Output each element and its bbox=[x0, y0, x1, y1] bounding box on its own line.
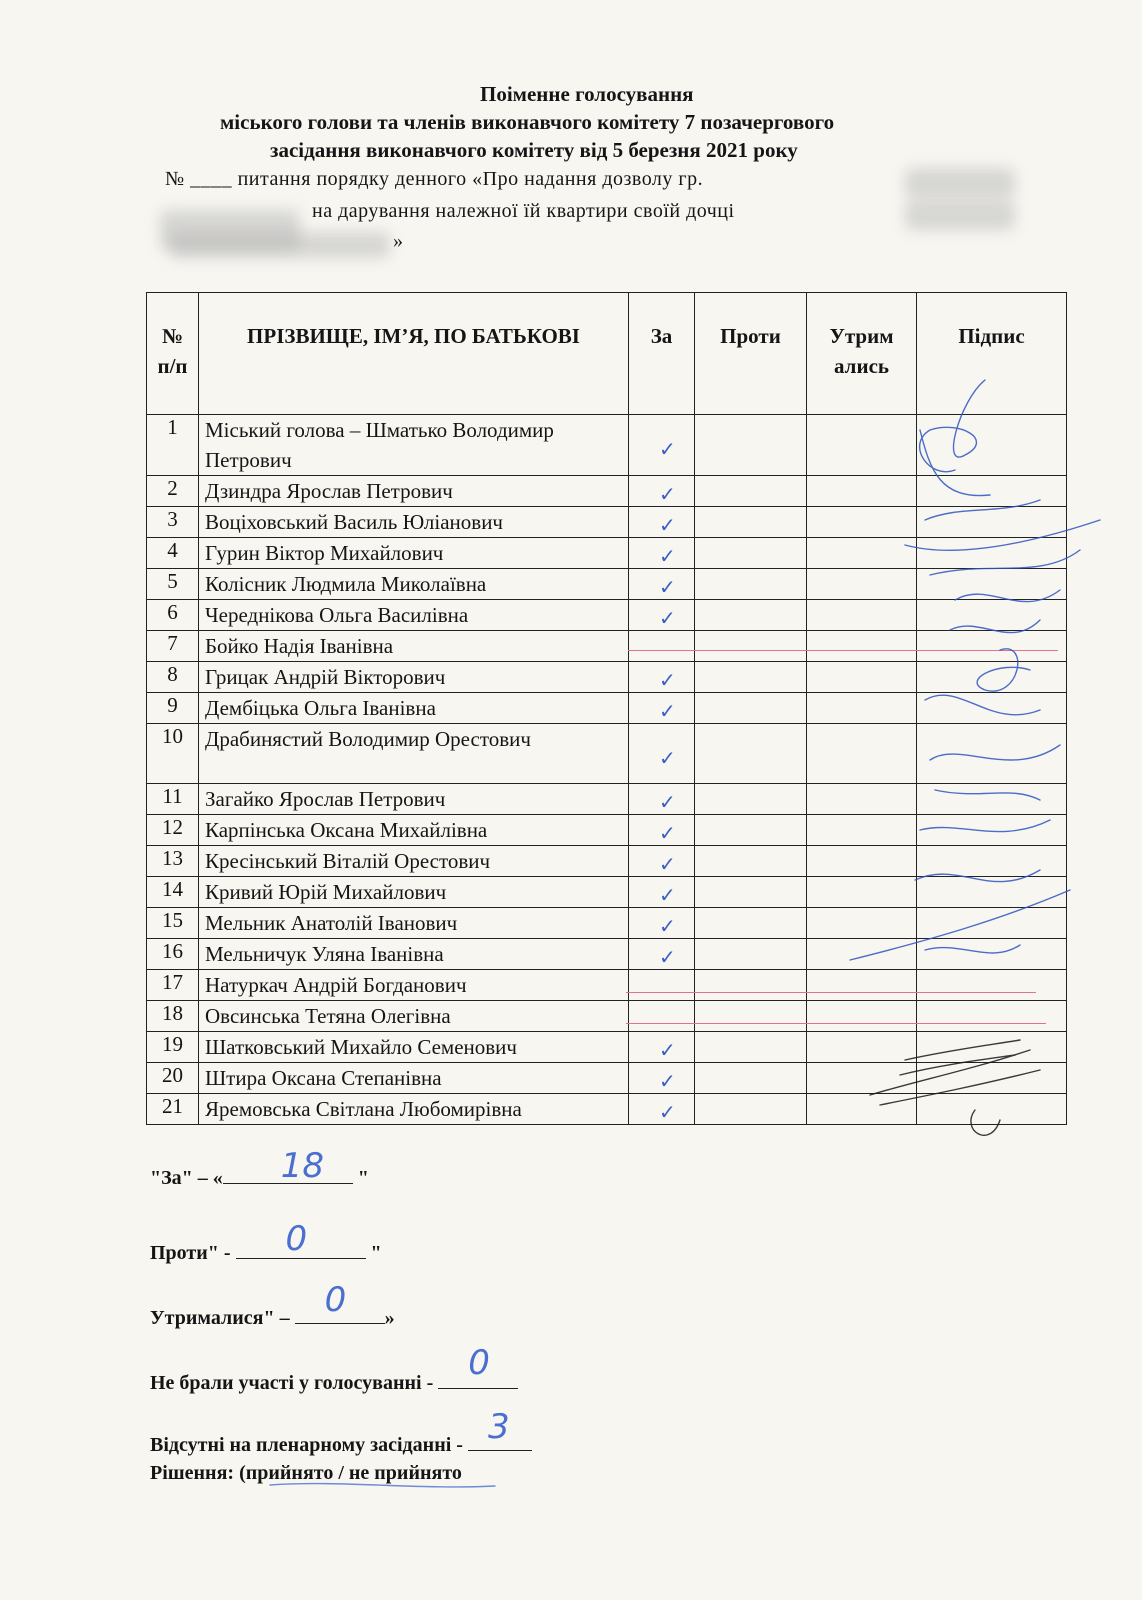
vote-utrym-cell bbox=[807, 631, 917, 662]
vote-utrym-cell bbox=[807, 784, 917, 815]
row-number: 6 bbox=[147, 600, 199, 631]
page-title: Поіменне голосування bbox=[480, 82, 694, 106]
signature-cell bbox=[917, 507, 1067, 538]
vote-za-cell bbox=[629, 970, 695, 1001]
column-header-pidpys: Підпис bbox=[917, 293, 1067, 415]
signature-cell bbox=[917, 569, 1067, 600]
member-name: Дембіцька Ольга Іванівна bbox=[199, 693, 629, 724]
column-header-name: ПРІЗВИЩЕ, ІМ’Я, ПО БАТЬКОВІ bbox=[199, 293, 629, 415]
vote-proty-cell bbox=[695, 693, 807, 724]
table-header-row bbox=[147, 293, 1067, 415]
vote-table bbox=[146, 292, 1067, 1125]
vote-utrym-cell bbox=[807, 970, 917, 1001]
vote-utrym-cell bbox=[807, 877, 917, 908]
row-number: 20 bbox=[147, 1063, 199, 1094]
vote-proty-cell bbox=[695, 815, 807, 846]
vote-proty-cell bbox=[695, 1001, 807, 1032]
member-name: Натуркач Андрій Богданович bbox=[199, 970, 629, 1001]
signature-cell bbox=[917, 970, 1067, 1001]
vote-proty-cell bbox=[695, 662, 807, 693]
redacted-name-2 bbox=[905, 200, 1015, 230]
vote-utrym-cell bbox=[807, 600, 917, 631]
vote-utrym-cell bbox=[807, 1063, 917, 1094]
row-number: 5 bbox=[147, 569, 199, 600]
row-number: 1 bbox=[147, 415, 199, 476]
page-subtitle-line-2: засідання виконавчого комітету від 5 березня 2021 року bbox=[270, 138, 798, 162]
result-za-value: 18 bbox=[280, 1146, 325, 1186]
vote-utrym-cell bbox=[807, 1001, 917, 1032]
signature-cell bbox=[917, 939, 1067, 970]
vote-utrym-cell bbox=[807, 1032, 917, 1063]
result-ne-brali-label: Не брали участі у голосуванні - bbox=[150, 1372, 434, 1394]
member-name: Дзиндра Ярослав Петрович bbox=[199, 476, 629, 507]
table-row bbox=[147, 507, 1067, 538]
table-body bbox=[147, 415, 1067, 1125]
vote-za-cell bbox=[629, 1032, 695, 1063]
vote-proty-cell bbox=[695, 724, 807, 784]
signature-cell bbox=[917, 908, 1067, 939]
row-number: 13 bbox=[147, 846, 199, 877]
checkmark-icon: ✓ bbox=[659, 437, 676, 461]
signature-cell bbox=[917, 724, 1067, 784]
vote-proty-cell bbox=[695, 970, 807, 1001]
table-row bbox=[147, 724, 1067, 784]
checkmark-icon: ✓ bbox=[659, 883, 676, 907]
vote-utrym-cell bbox=[807, 415, 917, 476]
row-number: 12 bbox=[147, 815, 199, 846]
vote-za-cell bbox=[629, 815, 695, 846]
signature-cell bbox=[917, 1094, 1067, 1125]
member-name: Міський голова – Шматько Володимир Петрович bbox=[199, 415, 629, 476]
table-row bbox=[147, 815, 1067, 846]
vote-proty-cell bbox=[695, 415, 807, 476]
result-ne-brali-value: 0 bbox=[468, 1343, 490, 1383]
checkmark-icon: ✓ bbox=[659, 1069, 676, 1093]
vote-proty-cell bbox=[695, 1094, 807, 1125]
result-za-end: " bbox=[357, 1167, 369, 1189]
checkmark-icon: ✓ bbox=[659, 544, 676, 568]
checkmark-icon: ✓ bbox=[659, 1100, 676, 1124]
result-ne-brali bbox=[150, 1343, 518, 1395]
checkmark-icon: ✓ bbox=[659, 482, 676, 506]
vote-proty-cell bbox=[695, 1032, 807, 1063]
signature-cell bbox=[917, 662, 1067, 693]
checkmark-icon: ✓ bbox=[659, 699, 676, 723]
vote-proty-cell bbox=[695, 908, 807, 939]
signature-cell bbox=[917, 784, 1067, 815]
checkmark-icon: ✓ bbox=[659, 945, 676, 969]
vote-proty-cell bbox=[695, 600, 807, 631]
result-vidsutni-label: Відсутні на пленарному засіданні - bbox=[150, 1434, 463, 1456]
signature-cell bbox=[917, 1001, 1067, 1032]
table-row bbox=[147, 662, 1067, 693]
vote-proty-cell bbox=[695, 784, 807, 815]
vote-za-cell bbox=[629, 631, 695, 662]
member-name: Воціховський Василь Юліанович bbox=[199, 507, 629, 538]
result-vidsutni-value: 3 bbox=[487, 1407, 510, 1447]
result-proty-value: 0 bbox=[285, 1219, 308, 1259]
column-header-proty: Проти bbox=[695, 293, 807, 415]
decision-line: Рішення: (прийнято / не прийнято bbox=[150, 1462, 462, 1484]
table-row bbox=[147, 970, 1067, 1001]
result-utrym-value: 0 bbox=[324, 1280, 347, 1320]
member-name: Загайко Ярослав Петрович bbox=[199, 784, 629, 815]
row-number: 4 bbox=[147, 538, 199, 569]
table-row bbox=[147, 631, 1067, 662]
vote-proty-cell bbox=[695, 476, 807, 507]
page-subtitle-line-1: міського голови та членів виконавчого комітету 7 позачергового bbox=[220, 110, 835, 134]
row-number: 21 bbox=[147, 1094, 199, 1125]
member-name: Череднікова Ольга Василівна bbox=[199, 600, 629, 631]
member-name: Карпінська Оксана Михайлівна bbox=[199, 815, 629, 846]
table-row bbox=[147, 600, 1067, 631]
table-row bbox=[147, 538, 1067, 569]
vote-za-cell bbox=[629, 569, 695, 600]
vote-za-cell bbox=[629, 600, 695, 631]
vote-za-cell bbox=[629, 538, 695, 569]
result-utrym-blank bbox=[295, 1280, 385, 1324]
signature-cell bbox=[917, 600, 1067, 631]
signature-cell bbox=[917, 846, 1067, 877]
signature-cell bbox=[917, 693, 1067, 724]
column-header-utrym: Утрим ались bbox=[807, 293, 917, 415]
member-name: Драбинястий Володимир Орестович bbox=[199, 724, 629, 784]
member-name: Кривий Юрій Михайлович bbox=[199, 877, 629, 908]
checkmark-icon: ✓ bbox=[659, 513, 676, 537]
vote-utrym-cell bbox=[807, 476, 917, 507]
vote-proty-cell bbox=[695, 846, 807, 877]
agenda-item-line-2: на дарування належної їй квартири своїй дочці bbox=[312, 200, 735, 222]
vote-proty-cell bbox=[695, 569, 807, 600]
row-number: 2 bbox=[147, 476, 199, 507]
row-number: 10 bbox=[147, 724, 199, 784]
checkmark-icon: ✓ bbox=[659, 821, 676, 845]
result-utrym bbox=[150, 1280, 395, 1330]
result-vidsutni bbox=[150, 1407, 532, 1457]
row-number: 17 bbox=[147, 970, 199, 1001]
row-number: 14 bbox=[147, 877, 199, 908]
signature-cell bbox=[917, 877, 1067, 908]
member-name: Овсинська Тетяна Олегівна bbox=[199, 1001, 629, 1032]
column-header-za: За bbox=[629, 293, 695, 415]
vote-za-cell bbox=[629, 846, 695, 877]
row-number: 9 bbox=[147, 693, 199, 724]
vote-utrym-cell bbox=[807, 1094, 917, 1125]
table-row bbox=[147, 939, 1067, 970]
table-row bbox=[147, 877, 1067, 908]
checkmark-icon: ✓ bbox=[659, 852, 676, 876]
row-number: 8 bbox=[147, 662, 199, 693]
result-ne-brali-blank bbox=[438, 1343, 518, 1389]
member-name: Гурин Віктор Михайлович bbox=[199, 538, 629, 569]
checkmark-icon: ✓ bbox=[659, 575, 676, 599]
row-number: 3 bbox=[147, 507, 199, 538]
vote-za-cell bbox=[629, 1094, 695, 1125]
vote-utrym-cell bbox=[807, 507, 917, 538]
vote-proty-cell bbox=[695, 877, 807, 908]
result-proty bbox=[150, 1219, 382, 1265]
vote-utrym-cell bbox=[807, 569, 917, 600]
member-name: Бойко Надія Іванівна bbox=[199, 631, 629, 662]
vote-za-cell bbox=[629, 939, 695, 970]
vote-za-cell bbox=[629, 877, 695, 908]
signature-cell bbox=[917, 815, 1067, 846]
result-proty-label: Проти" - bbox=[150, 1242, 231, 1264]
vote-za-cell bbox=[629, 724, 695, 784]
row-number: 7 bbox=[147, 631, 199, 662]
vote-za-cell bbox=[629, 784, 695, 815]
member-name: Штира Оксана Степанівна bbox=[199, 1063, 629, 1094]
table-row bbox=[147, 693, 1067, 724]
member-name: Кресінський Віталій Орестович bbox=[199, 846, 629, 877]
member-name: Шатковський Михайло Семенович bbox=[199, 1032, 629, 1063]
row-number: 18 bbox=[147, 1001, 199, 1032]
table-row bbox=[147, 1001, 1067, 1032]
absent-line-row-18 bbox=[626, 1023, 1046, 1024]
result-utrym-end: » bbox=[384, 1307, 395, 1329]
vote-proty-cell bbox=[695, 631, 807, 662]
vote-za-cell bbox=[629, 415, 695, 476]
vote-proty-cell bbox=[695, 939, 807, 970]
member-name: Яремовська Світлана Любомирівна bbox=[199, 1094, 629, 1125]
signature-cell bbox=[917, 415, 1067, 476]
vote-za-cell bbox=[629, 908, 695, 939]
absent-line-row-7 bbox=[628, 650, 1058, 651]
vote-utrym-cell bbox=[807, 538, 917, 569]
vote-za-cell bbox=[629, 1001, 695, 1032]
signature-cell bbox=[917, 476, 1067, 507]
table-row bbox=[147, 1032, 1067, 1063]
agenda-item-line-3: » bbox=[393, 230, 404, 252]
table-row bbox=[147, 784, 1067, 815]
result-proty-end: " bbox=[370, 1242, 382, 1264]
member-name: Грицак Андрій Вікторович bbox=[199, 662, 629, 693]
vote-proty-cell bbox=[695, 507, 807, 538]
agenda-item-line-1: № ____ питання порядку денного «Про надання дозволу гр. bbox=[165, 168, 704, 190]
checkmark-icon: ✓ bbox=[659, 606, 676, 630]
result-proty-blank bbox=[236, 1219, 366, 1259]
signature-cell bbox=[917, 631, 1067, 662]
vote-utrym-cell bbox=[807, 693, 917, 724]
signature-cell bbox=[917, 538, 1067, 569]
vote-utrym-cell bbox=[807, 908, 917, 939]
member-name: Колісник Людмила Миколаївна bbox=[199, 569, 629, 600]
vote-utrym-cell bbox=[807, 846, 917, 877]
table-row bbox=[147, 846, 1067, 877]
result-za-label: "За" – « bbox=[150, 1167, 223, 1189]
result-za bbox=[150, 1146, 369, 1190]
signature-cell bbox=[917, 1063, 1067, 1094]
absent-line-row-17 bbox=[626, 992, 1036, 993]
result-za-blank bbox=[223, 1146, 353, 1186]
table-row bbox=[147, 908, 1067, 939]
vote-za-cell bbox=[629, 1063, 695, 1094]
checkmark-icon: ✓ bbox=[659, 1038, 676, 1062]
column-header-num: № п/п bbox=[147, 293, 199, 415]
result-utrym-label: Утрималися" – bbox=[150, 1307, 290, 1329]
table-row bbox=[147, 1063, 1067, 1094]
vote-utrym-cell bbox=[807, 939, 917, 970]
member-name: Мельничук Уляна Іванівна bbox=[199, 939, 629, 970]
checkmark-icon: ✓ bbox=[659, 914, 676, 938]
table-row bbox=[147, 1094, 1067, 1125]
vote-utrym-cell bbox=[807, 724, 917, 784]
table-row bbox=[147, 476, 1067, 507]
checkmark-icon: ✓ bbox=[659, 746, 676, 770]
vote-za-cell bbox=[629, 476, 695, 507]
row-number: 16 bbox=[147, 939, 199, 970]
result-vidsutni-blank bbox=[468, 1407, 532, 1451]
row-number: 11 bbox=[147, 784, 199, 815]
redacted-name-4 bbox=[170, 232, 390, 258]
vote-za-cell bbox=[629, 662, 695, 693]
checkmark-icon: ✓ bbox=[659, 668, 676, 692]
table-row bbox=[147, 415, 1067, 476]
row-number: 19 bbox=[147, 1032, 199, 1063]
vote-za-cell bbox=[629, 693, 695, 724]
redacted-name-1 bbox=[905, 168, 1015, 198]
signature-cell bbox=[917, 1032, 1067, 1063]
member-name: Мельник Анатолій Іванович bbox=[199, 908, 629, 939]
vote-utrym-cell bbox=[807, 662, 917, 693]
checkmark-icon: ✓ bbox=[659, 790, 676, 814]
row-number: 15 bbox=[147, 908, 199, 939]
table-row bbox=[147, 569, 1067, 600]
vote-proty-cell bbox=[695, 1063, 807, 1094]
vote-utrym-cell bbox=[807, 815, 917, 846]
vote-za-cell bbox=[629, 507, 695, 538]
vote-proty-cell bbox=[695, 538, 807, 569]
